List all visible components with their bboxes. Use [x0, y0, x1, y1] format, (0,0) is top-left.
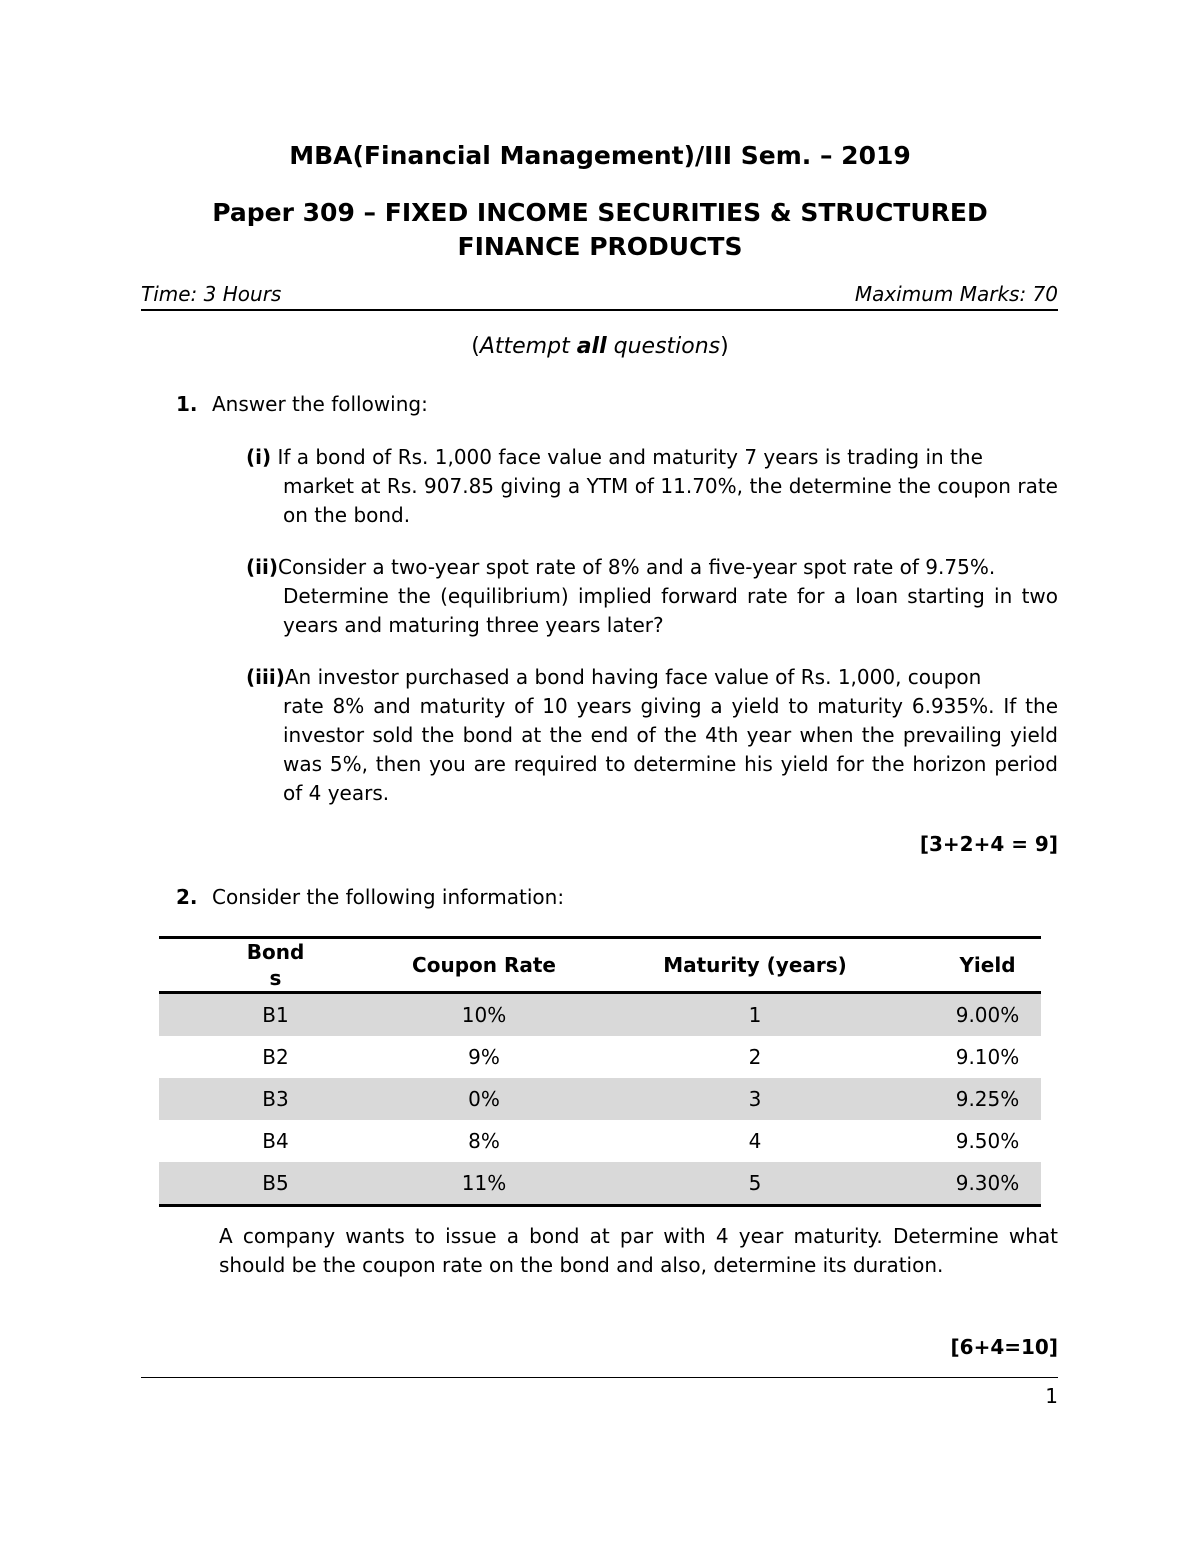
footer-divider [141, 1377, 1058, 1378]
cell-yield: 9.25% [934, 1078, 1041, 1120]
sub-question-text: Determine the (equilibrium) implied forward rate for a loan starting in two years and maturing three years later? [283, 584, 1058, 637]
table-header-row [159, 938, 1041, 993]
cell-coupon-rate: 0% [392, 1078, 576, 1120]
sub-question [246, 553, 1058, 640]
column-header-yield: Yield [959, 953, 1016, 977]
cell-maturity: 5 [576, 1162, 934, 1206]
question-marks: [6+4=10] [950, 1335, 1058, 1359]
question-number: 2. [176, 885, 198, 909]
cell-coupon-rate: 8% [468, 1129, 500, 1153]
paper-title-line1: Paper 309 – FIXED INCOME SECURITIES & STRUCTURED [212, 198, 988, 227]
cell-yield: 9.30% [934, 1162, 1041, 1206]
question-number: 1. [176, 392, 198, 416]
sub-question-label: (ii) [246, 555, 278, 579]
cell-bond: B2 [262, 1045, 289, 1069]
sub-question-text: market at Rs. 907.85 giving a YTM of 11.70%, the determine the coupon rate on the bond. [283, 474, 1058, 527]
sub-question-first-line: Consider a two-year spot rate of 8% and a five-year spot rate of 9.75%. [278, 555, 996, 579]
cell-bond: B1 [159, 993, 392, 1037]
sub-question-first-line: An investor purchased a bond having face value of Rs. 1,000, coupon [284, 665, 982, 689]
course-title: MBA(Financial Management)/III Sem. – 2019 [289, 141, 911, 170]
page-number: 1 [1045, 1384, 1058, 1408]
sub-question-label: (i) [246, 445, 272, 469]
instruction: (Attempt all questions) [471, 334, 729, 359]
column-header-bonds: Bond s [246, 940, 305, 990]
table-row [159, 1162, 1041, 1206]
cell-maturity: 3 [576, 1078, 934, 1120]
question-text: Consider the following information: [212, 885, 565, 909]
header-divider [141, 309, 1058, 311]
bond-table [159, 936, 1041, 1207]
table-row [159, 993, 1041, 1037]
cell-bond: B5 [159, 1162, 392, 1206]
question-marks: [3+2+4 = 9] [919, 832, 1058, 856]
paper-title-line2: FINANCE PRODUCTS [457, 232, 743, 261]
table-row [159, 1078, 1041, 1120]
column-header-coupon-rate: Coupon Rate [412, 953, 556, 977]
exam-meta [141, 282, 1058, 306]
cell-coupon-rate: 11% [392, 1162, 576, 1206]
cell-yield: 9.50% [955, 1129, 1020, 1153]
sub-question [246, 443, 1058, 530]
exam-time: Time: 3 Hours [141, 282, 282, 306]
cell-maturity: 2 [748, 1045, 762, 1069]
sub-question [246, 663, 1058, 808]
cell-maturity: 4 [748, 1129, 762, 1153]
exam-max-marks: Maximum Marks: 70 [854, 282, 1058, 306]
cell-bond: B3 [159, 1078, 392, 1120]
cell-coupon-rate: 10% [392, 993, 576, 1037]
paper-title [0, 196, 1200, 264]
question-text: Answer the following: [212, 392, 428, 416]
column-header-maturity: Maturity (years) [663, 953, 847, 977]
table-row [159, 1036, 1041, 1078]
question-paragraph: A company wants to issue a bond at par with 4 year maturity. Determine what should be the coupon rate on the bond and also, determine its duration. [219, 1224, 1058, 1277]
sub-question-text: rate 8% and maturity of 10 years giving a yield to maturity 6.935%. If the investor sold the bond at the end of the 4th year when the prevailing yield was 5%, then you are required to determine his yield for the horizon period of 4 years. [283, 694, 1058, 805]
cell-bond: B4 [262, 1129, 289, 1153]
sub-question-label: (iii) [246, 665, 285, 689]
cell-coupon-rate: 9% [468, 1045, 500, 1069]
cell-yield: 9.10% [955, 1045, 1020, 1069]
cell-yield: 9.00% [934, 993, 1041, 1037]
cell-maturity: 1 [576, 993, 934, 1037]
sub-question-first-line: If a bond of Rs. 1,000 face value and maturity 7 years is trading in the [271, 445, 983, 469]
table-row [159, 1120, 1041, 1162]
